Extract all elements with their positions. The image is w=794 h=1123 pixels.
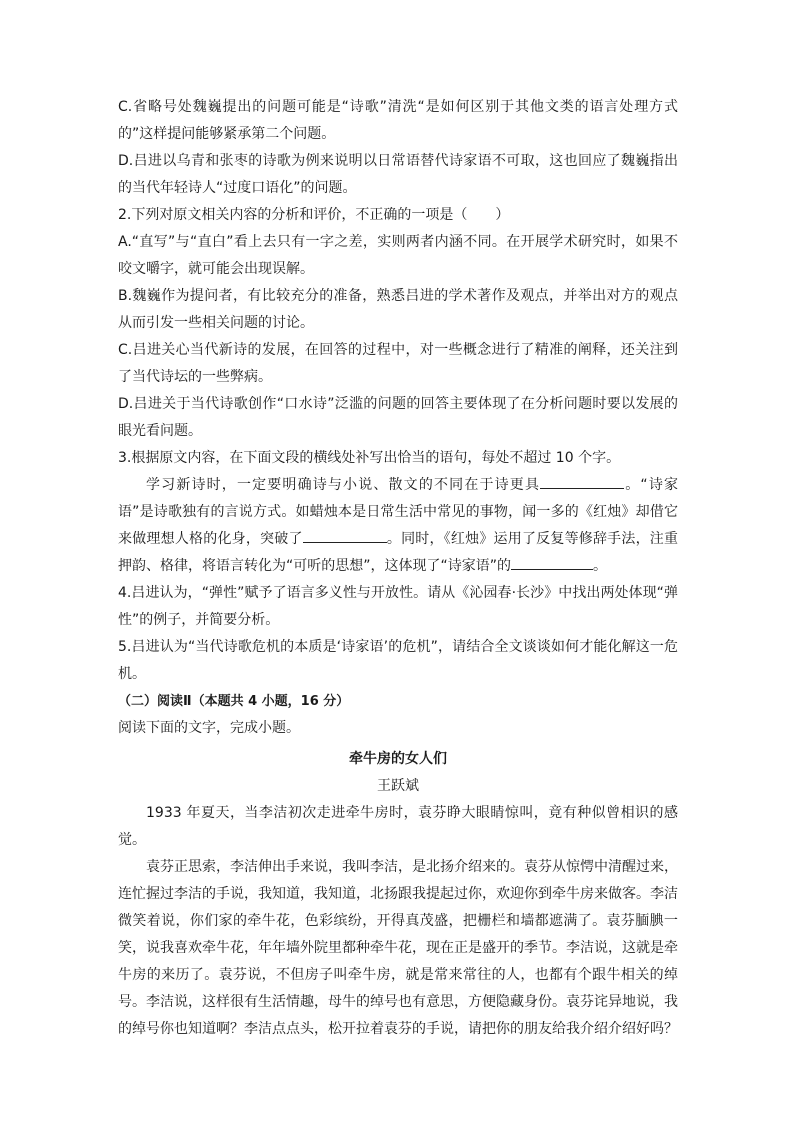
fill-in-text-3: 。同时，《红烛》运用了反复等修辞手法，注重押韵、格律，将语言转化为“可听的思想”，这体现了“诗家语”的 [118, 531, 679, 574]
question-5: 5.吕进认为“当代诗歌危机的本质是‘诗家语’的危机”，请结合全文谈谈如何才能化解这一危机。 [118, 639, 678, 682]
q2-option-c: C.吕进关心当代新诗的发展，在回答的过程中，对一些概念进行了精准的阐释，还关注到了当代诗坛的一些弊病。 [118, 342, 678, 385]
question-4: 4.吕进认为，“弹性”赋予了语言多义性与开放性。请从《沁园春·长沙》中找出两处体现“弹性”的例子，并简要分析。 [118, 585, 678, 628]
story-paragraph-2: 袁芬正思索，李洁伸出手来说，我叫李洁，是北扬介绍来的。袁芬从惊愕中清醒过来，连忙握过李洁的手说，我知道，我知道，北扬跟我提起过你，欢迎你到牵牛房来做客。李洁微笑着说，你们家的牵牛花，色彩缤纷，开得真茂盛，把栅栏和墙都遮满了。袁芬腼腆一笑，说我喜欢牵牛花，年年墙外院里都种牵牛花，现在正是盛开的季节。李洁说，这就是牵牛房的来历了。袁芬说，不但房子叫牵牛房，就是常来常往的人，也都有个跟牛相关的绰号。李洁说，这样很有生活情趣，母牛的绰号也有意思，方便隐藏身份。袁芬诧异地说，我的绰号你也知道啊？李洁点点头，松开拉着袁芬的手说，请把你的朋友给我介绍介绍好吗？ [118, 859, 678, 1037]
story-title: 牵牛房的女人们 [349, 751, 447, 767]
q2-option-a: A.“直写”与“直白”看上去只有一字之差，实则两者内涵不同。在开展学术研究时，如果不咬文嚼字，就可能会出现误解。 [118, 234, 678, 277]
option-d-line: D.吕进以乌青和张枣的诗歌为例来说明以日常语替代诗家语不可取，这也回应了魏巍指出的当代年轻诗人“过度口语化”的问题。 [118, 153, 678, 196]
fill-in-text-4: 。 [593, 558, 608, 574]
story-paragraph-1: 1933 年夏天，当李洁初次走进牵牛房时，袁芬睁大眼睛惊叫，竟有种似曾相识的感觉。 [118, 805, 678, 848]
section-heading: （二）阅读Ⅱ（本题共 4 小题，16 分） [118, 694, 350, 709]
option-c-line: C.省略号处魏巍提出的问题可能是“诗歌”清洗“是如何区别于其他文类的语言处理方式的”这样提问能够紧承第二个问题。 [118, 99, 678, 142]
question-2: 2.下列对原文相关内容的分析和评价，不正确的一项是（ ） [118, 207, 510, 223]
fill-in-text-2: 。“诗家语”是诗歌独有的言说方式。如蜡烛本是日常生活中常见的事物，闻一多的《红烛》却借它来做理想人格的化身，突破了 [118, 477, 678, 547]
answer-blank-2[interactable] [303, 526, 387, 543]
fill-in-text-1: 学习新诗时，一定要明确诗与小说、散文的不同在于诗更具 [146, 477, 541, 493]
fill-in-paragraph [118, 472, 678, 580]
answer-blank-1[interactable] [540, 472, 624, 489]
answer-blank-3[interactable] [511, 553, 593, 570]
document-page [118, 94, 678, 1043]
q2-option-b: B.魏巍作为提问者，有比较充分的准备，熟悉吕进的学术著作及观点，并举出对方的观点从而引发一些相关问题的讨论。 [118, 288, 678, 331]
q2-option-d: D.吕进关于当代诗歌创作“口水诗”泛滥的问题的回答主要体现了在分析问题时要以发展的眼光看问题。 [118, 396, 678, 439]
story-author: 王跃斌 [377, 778, 419, 794]
reading-instruction: 阅读下面的文字，完成小题。 [118, 720, 300, 736]
question-3: 3.根据原文内容，在下面文段的横线处补写出恰当的语句，每处不超过 10 个字。 [118, 450, 621, 466]
